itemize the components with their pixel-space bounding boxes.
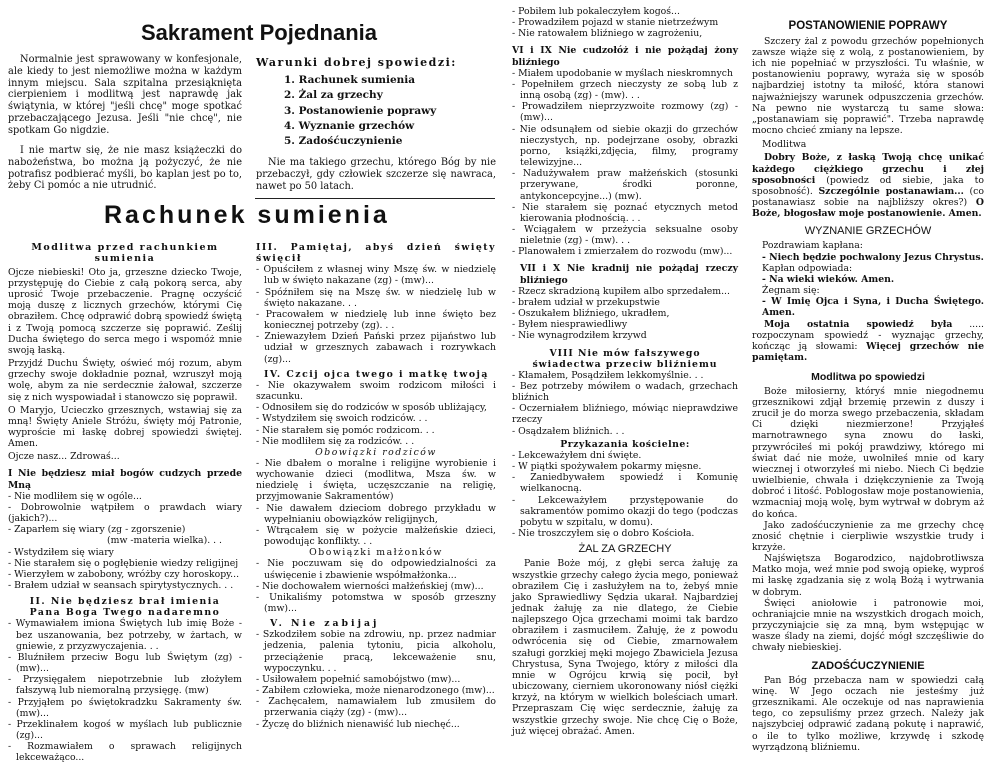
wyz-title: WYZNANIE GRZECHÓW bbox=[804, 225, 932, 238]
modlitwa-bold: Szczególnie postanawiam... bbox=[818, 185, 964, 197]
list-item: - Nie wynagrodziłem krzywd bbox=[512, 330, 647, 342]
commandment-4-title: IV. Czcij ojca twego i matkę twoją bbox=[264, 368, 489, 380]
zal-title: ŻAL ZA GRZECHY bbox=[578, 543, 672, 556]
modlitwa-plain: (co postanawiasz sobie na najbliższy okres?) bbox=[752, 185, 984, 208]
list-item: - Zachęcałem, namawiałem lub zmusiłem do przerwania ciąży (zg) - (mw)... bbox=[256, 696, 496, 719]
list-item: (mw -materia wielka). . . bbox=[107, 535, 222, 547]
prayer-paragraph: Ojcze niebieski! Oto ja, grzeszne dziecko Twoje, przystępuję do Ciebie z całą pokorą serca, aby uprosić Twoje przebaczenie. Pragnę oczyścić moją duszę z licznych grzechów, którymi Cię obraziłem. Chcę odprawić dobrą spowiedź świętą i z Twoją pomocą szczerze się poprawić. Ześlij Ducha świętego do serca mego i wspomóż mnie swoją łaską. bbox=[8, 266, 242, 356]
list-item: - Planowałem i zmierzałem do rozwodu (mw)... bbox=[512, 246, 733, 258]
wyz-line: Żegnam się: bbox=[762, 285, 820, 297]
list-item: - Przysięgałem niepotrzebnie lub złożyłem fałszywą lub niemoralną przysięgę. (mw) bbox=[8, 674, 242, 697]
modlitwa-text bbox=[752, 152, 984, 219]
conditions-note: Nie ma takiego grzechu, którego Bóg by nie przebaczył, gdy człowiek szczerze się nawraca, nawet po 50 latach. bbox=[256, 157, 496, 192]
condition-item: 5. Zadośćuczynienie bbox=[284, 135, 403, 148]
list-item: - W piątki spożywałem pokarmy mięsne. bbox=[512, 461, 702, 473]
wyz-line: - Na wieki wieków. Amen. bbox=[762, 273, 895, 285]
post-text: Szczery żal z powodu grzechów popełnionych zawsze wiąże się z wolą, z postanowieniem, by ich nie popełniać w przyszłości. Tu właśnie, w postanowieniu poprawy, wyraża się w sposób najbardziej istotny ta miłość, która stanowi najważniejszy warunek odpuszczenia grzechów. Na pewno nie wystarczą tu same słowa: „postanawiam się poprawić". Trzeba naprawdę mocno chcieć zmiany na lepsze. bbox=[752, 35, 984, 137]
list-item: - Nie poczuwam się do odpowiedzialności za uświęcenie i zbawienie współmałżonka... bbox=[256, 558, 496, 581]
commandment-6-title: VI i IX Nie cudzołóż i nie pożądaj żony bliźniego bbox=[512, 45, 738, 68]
intro-paragraph-2: I nie martw się, że nie masz książeczki do nabożeństwa, bo można ją pożyczyć, że nie potrafisz podbierać myśli, bo kaplan jest po to, żeby Ci pomóc a nie utrudnić. bbox=[8, 145, 242, 192]
commandment-5-title: V. Nie zabijaj bbox=[270, 618, 380, 630]
list-item: - Bluźniłem przeciw Bogu lub Świętym (zg) - (mw)... bbox=[8, 651, 242, 675]
church-title: Przykazania kościelne: bbox=[560, 438, 690, 450]
list-item: - Wstydziłem się swoich rodziców. . . bbox=[256, 413, 428, 425]
prayer-paragraph: Przyjdź Duchu Święty, oświeć mój rozum, abym grzechy swoje dokładnie poznał, wzruszył moją wolę, abym za nie serdecznie żałował, szczerze się z nich wyspowiadał i stanowczo się poprawił. bbox=[8, 358, 242, 403]
list-item: - Rozmawiałem o sprawach religijnych lekceważąco... bbox=[8, 741, 242, 764]
list-item: - Nie dochowałem wierności małżeńskiej (mw)... bbox=[256, 580, 484, 592]
list-item: - Lekceważyłem dni święte. bbox=[512, 449, 642, 461]
list-item: - Pobiłem lub pokaleczyłem kogoś... bbox=[512, 6, 680, 17]
list-item: - Zniewazyłem Dzień Pański przez pijaństwo lub udział w grzesznych zabawach i rozrywkach (zg)... bbox=[256, 331, 496, 365]
subsection-title: Obowiązki rodziców bbox=[315, 446, 437, 458]
modlitwa-bold: Dobry Boże, z łaską Twoją chcę unikać każdego ciężkiego grzechu i złej sposobności bbox=[752, 152, 984, 186]
list-item: - Wtrącałem się w pożycie małżeńskie dzieci, powodując konflikty. . . bbox=[256, 524, 496, 548]
list-item: - Życzę do bliźnich nienawiść lub niechęć... bbox=[256, 718, 460, 730]
list-item: - Nie dbałem o moralne i religijne wyrobienie i wychowanie dzieci (modlitwa, Msza św. w niedzielę i święta, uczęszczanie na religię, przyjmowanie Sakramentów) bbox=[256, 457, 496, 503]
prayer-paragraph: O Maryjo, Ucieczko grzesznych, wstawiaj się za mną! Święty Aniele Stróżu, święty mój Patronie, wyproście mi łaskę dobrej spowiedzi świętej. Amen. bbox=[8, 404, 242, 450]
list-item: - Brałem udział w seansach spirytystycznych. . . bbox=[8, 580, 234, 591]
list-item: - Lekceważyłem przystępowanie do sakramentów pomimo okazji do tego (podczas pobytu w szpitalu, w domu). bbox=[512, 494, 738, 528]
po-paragraph: Jako zadośćuczynienie za me grzechy chcę znosić chętnie i cierpliwie wszystkie trudy i krzyże. bbox=[752, 519, 984, 553]
list-item: - Zaparłem się wiary (zg - zgorszenie) bbox=[8, 524, 186, 536]
list-item: - Unikaliśmy potomstwa w sposób grzeszny (mw)... bbox=[256, 591, 496, 614]
po-title: Modlitwa po spowiedzi bbox=[811, 371, 925, 384]
list-item: - Pracowałem w niedzielę lub inne święto bez koniecznej potrzeby (zg). . . bbox=[256, 308, 496, 332]
commandment-3-title: III. Pamiętaj, abyś dzień święty święcił bbox=[256, 242, 496, 265]
col4 bbox=[752, 20, 984, 753]
list-item: - Wciągałem w przeżycia seksualne osoby nieletnie (zg) - (mw). . . bbox=[512, 223, 738, 247]
wyz-line: - Niech będzie pochwalony Jezus Chrystus. bbox=[762, 251, 984, 263]
po-paragraph: Boże miłosierny, któryś mnie niegodnemu grzesznikowi zdjął brzemię przewin z duszy i zrucił je do morza swego przebaczenia, składam Ci dzięki niezmierzone! Przyjąłeś marnotrawnego syna znowu do łaski, przywróciłeś mi pokój prawdziwy, którego mi świat dać nie może, uwolniłeś mnie od kary wiecznej i otworzyłeś mi niebo. Niech Ci będzie uwielbienie, chwała i dziękczynienie za Twoją dobroć i litość. Poblogosław moje postanowienia, wzmacniaj moją wolę, bym wytrwał w dobrym aż do końca. bbox=[752, 385, 984, 520]
wyz-bold: Moja ostatnia spowiedź była bbox=[764, 318, 953, 330]
list-item: - Nie ratowałem bliźniego w zagrożeniu, bbox=[512, 28, 703, 40]
list-item: - Rzecz skradzioną kupiłem albo sprzedałem... bbox=[512, 285, 730, 297]
subsection-title: Obowiązki małżonków bbox=[309, 547, 443, 559]
col1-lower bbox=[8, 242, 242, 764]
list-item: - Wstydziłem się wiary bbox=[8, 546, 114, 558]
modlitwa-bold: O Boże, błogosław moje postanowienie. Amen. bbox=[752, 196, 984, 220]
prayer-paragraph: Ojcze nasz... Zdrowaś... bbox=[8, 451, 120, 463]
list-item: - Usiłowałem popełnić samobójstwo (mw)... bbox=[256, 673, 461, 685]
wyz-line: Kapłan odpowiada: bbox=[762, 262, 853, 274]
list-item: - Bez potrzeby mówiłem o wadach, grzechach bliźnich bbox=[512, 381, 738, 404]
col2 bbox=[256, 242, 496, 730]
commandment-1-title: I Nie będziesz miał bogów cudzych przede Mną bbox=[8, 468, 242, 491]
list-item: - Nie odsunąłem od siebie okazji do grzechów nieczystych, np. podejrzane osoby, obrazki porno, książki,zdjęcia, filmy, programy telewizyjne... bbox=[512, 123, 738, 169]
po-paragraph: Święci aniołowie i patronowie moi, ochraniajcie mnie na wszystkich drogach moich, przyczyniajcie się za mną, bym wstępując w wasze ślady na ziemi, dojść mógł szczęśliwie do chwały niebieskiej. bbox=[752, 597, 984, 654]
commandment-8-title: VIII Nie mów fałszywego świadectwa przeciw bliźniemu bbox=[532, 347, 718, 370]
divider bbox=[255, 198, 495, 199]
wyz-plain: ..... rozpoczynam spowiedź - wyznając grzechy, kończąc ją słowami: bbox=[752, 318, 985, 352]
zal-text: Panie Boże mój, z głębi serca żałuję za wszystkie grzechy całego życia mego, ponieważ obraziłem Cię i zasłużyłem na to, żebyś mnie jako Sprawiedliwy Sędzia ukarał. Najbardziej jednak żałuję za nie dlatego, że Ciebie najlepszego Ojca grzechami moimi tak bardzo obraziłem i zasmuciłem. Żałuję, że z powodu odwrócenia się od Ciebie, zmarnowałem szaługi gorzkiej męki mojego Zbawiciela Jezusa Chrystusa, Syna Twojego, który z miłości dla mnie w Ogrójcu krwią się pocił, był ubiczowany, cierniem ukoronowany niósł ciężki krzyż, na którym w wielkich boleściach umarł. Przepraszam Cię więc serdecznie, żałuję za wszystkie grzechy swoje. Nie chcę Cię o Boże, już więcej obrażać. Amen. bbox=[512, 558, 738, 737]
post-title: POSTANOWIENIE POPRAWY bbox=[788, 20, 948, 32]
list-item: - Zabiłem człowieka, może nienarodzonego (mw)... bbox=[256, 685, 495, 697]
commandment-7-title: VII i X Nie kradnij nie pożądaj rzeczy bliźniego bbox=[520, 263, 738, 286]
list-item: - Nie starałem się poznać etycznych metod kierowania płodnością. . . bbox=[512, 201, 738, 224]
condition-item: 1. Rachunek sumienia bbox=[284, 74, 416, 87]
list-item: - Opuściłem z własnej winy Mszę św. w niedzielę lub w święto nakazane (zg) - (mw)... bbox=[256, 264, 496, 287]
list-item: - Spóźniłem się na Mszę św. w niedzielę lub w święto nakazane. . . bbox=[256, 286, 496, 309]
conditions-list bbox=[256, 73, 496, 149]
list-item: - Popełniłem grzech nieczysty ze sobą lub z inną osobą (zg) - (mw). . . bbox=[512, 78, 738, 102]
condition-item: 2. Żal za grzechy bbox=[284, 89, 383, 102]
list-item: - Miałem upodobanie w myślach nieskromnych bbox=[512, 67, 733, 79]
list-item: - Szkodziłem sobie na zdrowiu, np. przez nadmiar jedzenia, palenia tytoniu, picia alkoholu, przeciążenie pracą, lekceważenie snu, wypoczynku. . . bbox=[256, 629, 496, 674]
wyz-bold: Więcej grzechów nie pamiętam. bbox=[752, 340, 985, 364]
wyz-line: - W Imię Ojca i Syna, i Ducha Świętego. Amen. bbox=[762, 296, 984, 319]
intro-paragraph-1: Normalnie jest sprawowany w konfesjonale, ale kiedy to jest niemożliwe można w każdym innym miejscu. Sala szpitalna przesiąknięta cierpieniem i modlitwą jest naprawdę jak świątynia, w której "jeśli chcę" moge spotkać przebaczającego Jezusa. Jeśli "nie chcę", nie spotkam Go nigdzie. bbox=[8, 54, 242, 136]
list-item: - Przeklinałem kogoś w myślach lub publicznie (zg)... bbox=[8, 718, 242, 742]
zad-title: ZADOŚĆUCZYNIENIE bbox=[811, 659, 925, 672]
rachunek-title: Rachunek sumienia bbox=[104, 201, 390, 229]
list-item: - Oczerniałem bliźniego, mówiąc nieprawdziwe rzeczy bbox=[512, 403, 738, 426]
list-item: - Przyjąłem po świętokradzku Sakramenty św. (mw)... bbox=[8, 696, 242, 719]
list-item: - Nie modliłem się za rodziców. . . bbox=[256, 435, 415, 447]
list-item: - Dobrowolnie wątpiłem o prawdach wiary (jakich?)... bbox=[8, 501, 242, 525]
wyz-line: Pozdrawiam kapłana: bbox=[762, 240, 863, 252]
page-title: Sakrament Pojednania bbox=[141, 20, 377, 45]
list-item: - Prowadziłem pojazd w stanie nietrzeźwym bbox=[512, 17, 719, 29]
modlitwa-plain: (powiedz od siebie, jaka to sposobność). bbox=[752, 174, 984, 197]
modlitwa-label: Modlitwa bbox=[762, 139, 807, 151]
list-item: - Byłem niesprawiedliwy bbox=[512, 319, 628, 331]
list-item: - Wymawiałem imiona Świętych lub imię Boże - bez uszanowania, bez potrzeby, w żartach, w gniewie, z przyzwyczajenia. . . bbox=[8, 618, 242, 652]
condition-item: 4. Wyznanie grzechów bbox=[284, 119, 415, 132]
list-item: - Odnosiłem się do rodziców w sposób ubliżający, bbox=[256, 402, 488, 414]
condition-item: 3. Postanowienie poprawy bbox=[284, 104, 437, 117]
list-item: - Zaniedbywałem spowiedź i Komunię wielkanocną. bbox=[512, 472, 738, 495]
list-item: - Oszukałem bliźniego, ukradłem, bbox=[512, 308, 670, 320]
list-item: - Nie modliłem się w ogóle... bbox=[8, 490, 142, 502]
commandment-2-title: II. Nie będziesz brał imienia Pana Boga Twego nadaremno bbox=[29, 596, 221, 619]
list-item: - Prowadziłem nieprzyzwoite rozmowy (zg) - (mw)... bbox=[512, 101, 738, 124]
list-item: - Nie okazywałem swoim rodzicom miłości i szacunku. bbox=[256, 379, 496, 403]
list-item: - Kłamałem, Posądziłem lekkomyślnie. . . bbox=[512, 369, 704, 381]
zad-text: Pan Bóg przebacza nam w spowiedzi całą winę. W Jego oczach nie jesteśmy już grzesznikami. Ale oczekuje od nas naprawienia tego, co zepsuliśmy przez grzech. Należy jak najszybciej odprawić zadaną pokutę i naprawić, o ile to tylko możliwe, krzywdę i szkodę wyrządzoną bliźniemu. bbox=[752, 674, 984, 753]
po-paragraph: Najświętsza Bogarodzico, najdobrotliwsza Matko moja, weź mnie pod swoją opiekę, wyproś mi łaskę zgadzania się z wolą Bożą i wytrwania w dobrym. bbox=[752, 553, 984, 598]
list-item: - Nadużywałem praw małżeńskich (stosunki przerywane, środki poronne, antykoncepcyjne...) (mw). bbox=[512, 168, 738, 202]
list-item: - brałem udział w przekupstwie bbox=[512, 296, 660, 308]
list-item: - Osądzałem bliźnich. . . bbox=[512, 425, 625, 437]
list-item: - Nie starałem się o pogłębienie wiedzy religijnej bbox=[8, 557, 239, 569]
list-item: - Nie troszczyłem się o dobro Kościoła. bbox=[512, 528, 695, 540]
list-item: - Wierzyłem w zabobony, wróżby czy horoskopy... bbox=[8, 568, 240, 580]
conditions-title: Warunki dobrej spowiedzi: bbox=[256, 56, 457, 69]
list-item: - Nie dawałem dzieciom dobrego przykładu w wypełnianiu obowiązków religijnych, bbox=[256, 502, 496, 525]
wyz-line bbox=[752, 319, 984, 364]
conditions-box bbox=[256, 56, 496, 193]
prayer-title: Modlitwa przed rachunkiem sumienia bbox=[31, 242, 219, 265]
list-item: - Nie starałem się pomóc rodzicom. . . bbox=[256, 424, 435, 436]
col3 bbox=[512, 6, 738, 737]
